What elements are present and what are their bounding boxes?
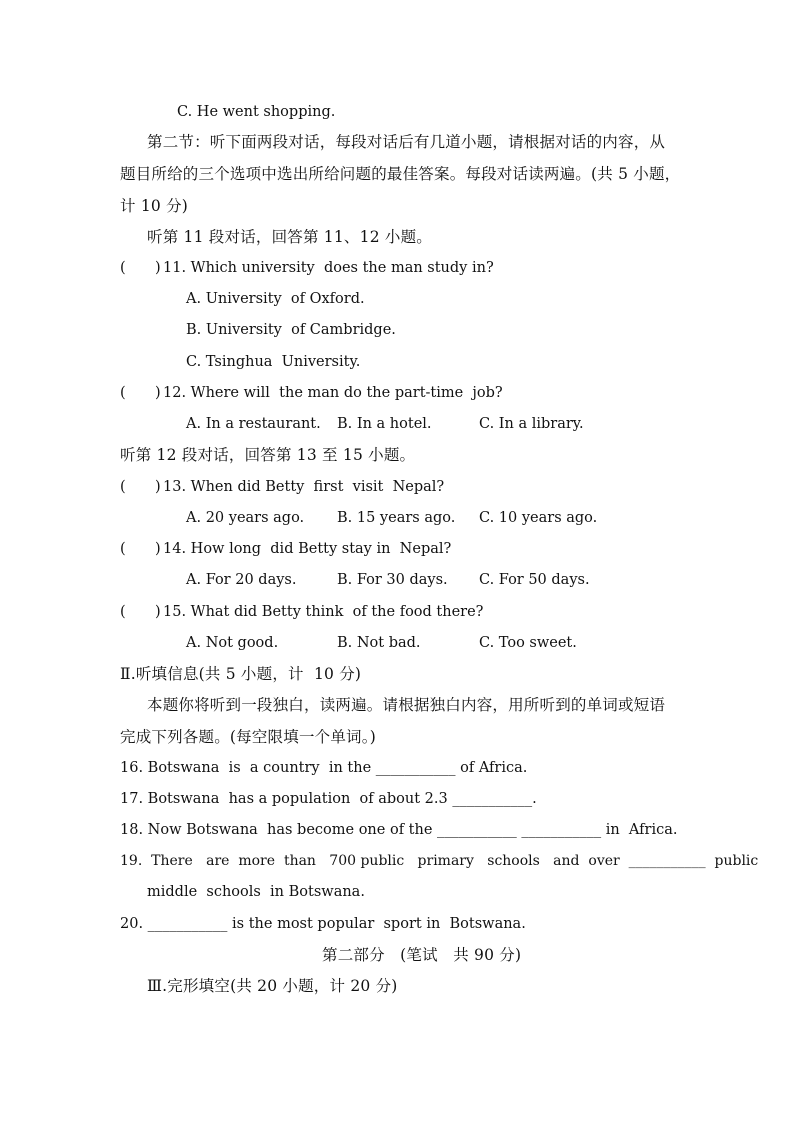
option-c: C. In a library. xyxy=(479,416,584,432)
question-stem: 14. How long did Betty stay in Nepal? xyxy=(163,541,452,557)
option-c: C. Too sweet. xyxy=(479,635,577,651)
section3-title: Ⅲ.完形填空(共 20 小题，计 20 分) xyxy=(147,977,398,995)
part2-intro-line2: 完成下列各题。(每空限填一个单词。) xyxy=(120,728,376,746)
option-b: B. For 30 days. xyxy=(337,572,448,588)
option-b: B. University of Cambridge. xyxy=(186,322,396,338)
q10-option-c: C. He went shopping. xyxy=(177,104,336,120)
option-c: C. 10 years ago. xyxy=(479,510,598,526)
answer-bracket-open: ( xyxy=(120,541,126,557)
written-part-title: 第二部分 (笔试 共 90 分) xyxy=(322,946,522,964)
option-a: A. For 20 days. xyxy=(186,572,297,588)
answer-bracket-close: ) xyxy=(155,385,161,401)
answer-bracket-close: ) xyxy=(155,260,161,276)
fill-item-19: 19. There are more than 700 public primary schools and over ___________ public xyxy=(120,853,759,869)
fill-item-17: 17. Botswana has a population of about 2.3 ___________. xyxy=(120,791,537,807)
option-a: A. In a restaurant. xyxy=(186,416,321,432)
option-b: B. In a hotel. xyxy=(337,416,432,432)
answer-bracket-open: ( xyxy=(120,385,126,401)
fill-item-18: 18. Now Botswana has become one of the ___________ ___________ in Africa. xyxy=(120,822,678,838)
answer-bracket-open: ( xyxy=(120,260,126,276)
fill-item-16: 16. Botswana is a country in the ___________ of Africa. xyxy=(120,760,528,776)
dialogue12-header: 听第 12 段对话，回答第 13 至 15 小题。 xyxy=(120,446,416,464)
question-stem: 15. What did Betty think of the food there? xyxy=(163,604,484,620)
dialogue11-header: 听第 11 段对话，回答第 11、12 小题。 xyxy=(147,228,432,246)
option-a: A. University of Oxford. xyxy=(186,291,365,307)
answer-bracket-close: ) xyxy=(155,604,161,620)
question-stem: 12. Where will the man do the part-time job? xyxy=(163,385,503,401)
section2-intro-line3: 计 10 分) xyxy=(120,197,189,215)
question-stem: 11. Which university does the man study in? xyxy=(163,260,494,276)
question-stem: 13. When did Betty first visit Nepal? xyxy=(163,479,445,495)
part2-title: Ⅱ.听填信息(共 5 小题，计 10 分) xyxy=(120,665,362,683)
part2-intro-line1: 本题你将听到一段独白，读两遍。请根据独白内容，用所听到的单词或短语 xyxy=(147,696,666,714)
option-a: A. 20 years ago. xyxy=(186,510,305,526)
section2-intro-line1: 第二节：听下面两段对话，每段对话后有几道小题，请根据对话的内容，从 xyxy=(147,133,666,151)
answer-bracket-close: ) xyxy=(155,541,161,557)
option-b: B. Not bad. xyxy=(337,635,421,651)
option-b: B. 15 years ago. xyxy=(337,510,456,526)
answer-bracket-open: ( xyxy=(120,479,126,495)
answer-bracket-open: ( xyxy=(120,604,126,620)
option-a: A. Not good. xyxy=(186,635,279,651)
option-c: C. Tsinghua University. xyxy=(186,354,361,370)
fill-item-19-cont: middle schools in Botswana. xyxy=(147,884,365,900)
answer-bracket-close: ) xyxy=(155,479,161,495)
section2-intro-line2: 题目所给的三个选项中选出所给问题的最佳答案。每段对话读两遍。(共 5 小题， xyxy=(120,165,681,183)
fill-item-20: 20. ___________ is the most popular sport in Botswana. xyxy=(120,916,526,932)
option-c: C. For 50 days. xyxy=(479,572,590,588)
